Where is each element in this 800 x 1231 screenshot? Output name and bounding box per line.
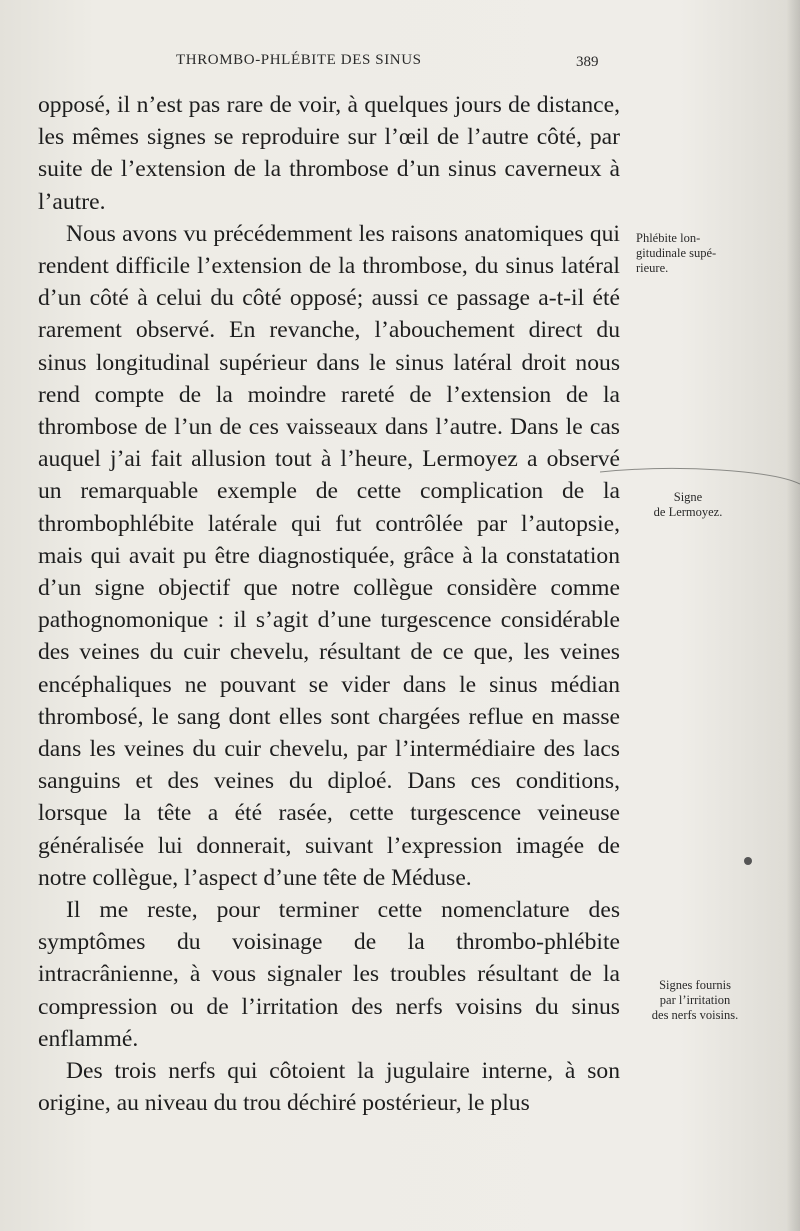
margin-note-line: Signe <box>673 490 703 504</box>
margin-note-line: rieure. <box>636 261 669 275</box>
margin-note-signes-irritation <box>630 978 760 1023</box>
margin-note-line: de Lermoyez. <box>653 505 723 519</box>
margin-note-line: des nerfs voisins. <box>651 1008 739 1022</box>
margin-note-line: Phlébite lon- <box>636 231 701 245</box>
main-text <box>38 89 620 1120</box>
running-title: THROMBO-PHLÉBITE DES SINUS <box>176 52 422 68</box>
ink-speck <box>744 857 752 865</box>
margin-note-line: Signes fournis <box>659 978 731 992</box>
paragraph-2: Nous avons vu précédemment les raisons anatomiques qui rendent difficile l’extension de la thrombose, du sinus latéral d’un côté à celui du côté opposé; aussi ce passage a-t-il été rarement observé. En revanche, l’abouchement direct du sinus longitudinal supérieur dans le sinus latéral droit nous rend compte de la moindre rareté de l’extension de la thrombose de l’un de ces vaisseaux dans l’autre. Dans le cas auquel j’ai fait allusion tout à l’heure, Lermoyez a observé un remarquable exemple de cette complication de la thrombophlébite latérale qui fut contrôlée par l’autopsie, mais qui avait pu être diagnostiquée, grâce à la constatation d’un signe objectif que notre collègue considère comme pathognomonique : il s’agit d’une turgescence considérable des veines du cuir chevelu, résultant de ce que, les veines encéphaliques ne pouvant se vider dans le sinus médian thrombosé, le sang dont elles sont chargées reflue en masse dans les veines du cuir chevelu, par l’intermédiaire des lacs sanguins et des veines du diploé. Dans ces conditions, lorsque la tête a été rasée, cette turgescence veineuse généralisée lui donnerait, suivant l’expression imagée de notre collègue, l’aspect d’une tête de Méduse. <box>38 220 620 891</box>
paragraph-3: Il me reste, pour terminer cette nomenclature des symptômes du voisinage de la thrombo-phlébite intracrânienne, à vous signaler les troubles résultant de la compression ou de l’irritation des nerfs voisins du sinus enflammé. <box>38 897 620 1052</box>
margin-note-signe-lermoyez <box>628 490 748 520</box>
margin-note-line: gitudinale supé- <box>636 246 717 260</box>
margin-note-line: par l’irritation <box>659 993 731 1007</box>
paragraph-1: opposé, il n’est pas rare de voir, à quelques jours de distance, les mêmes signes se reproduire sur l’œil de l’autre côté, par suite de l’extension de la thrombose d’un sinus caverneux à l’autre. <box>38 92 620 215</box>
margin-note-phlebite-longitudinale <box>622 231 754 276</box>
paper-fold-mark <box>600 466 800 486</box>
page-number: 389 <box>576 54 599 70</box>
paragraph-4: Des trois nerfs qui côtoient la jugulaire interne, à son origine, au niveau du trou déchiré postérieur, le plus <box>38 1058 620 1117</box>
page-edge-shadow <box>786 0 800 1231</box>
